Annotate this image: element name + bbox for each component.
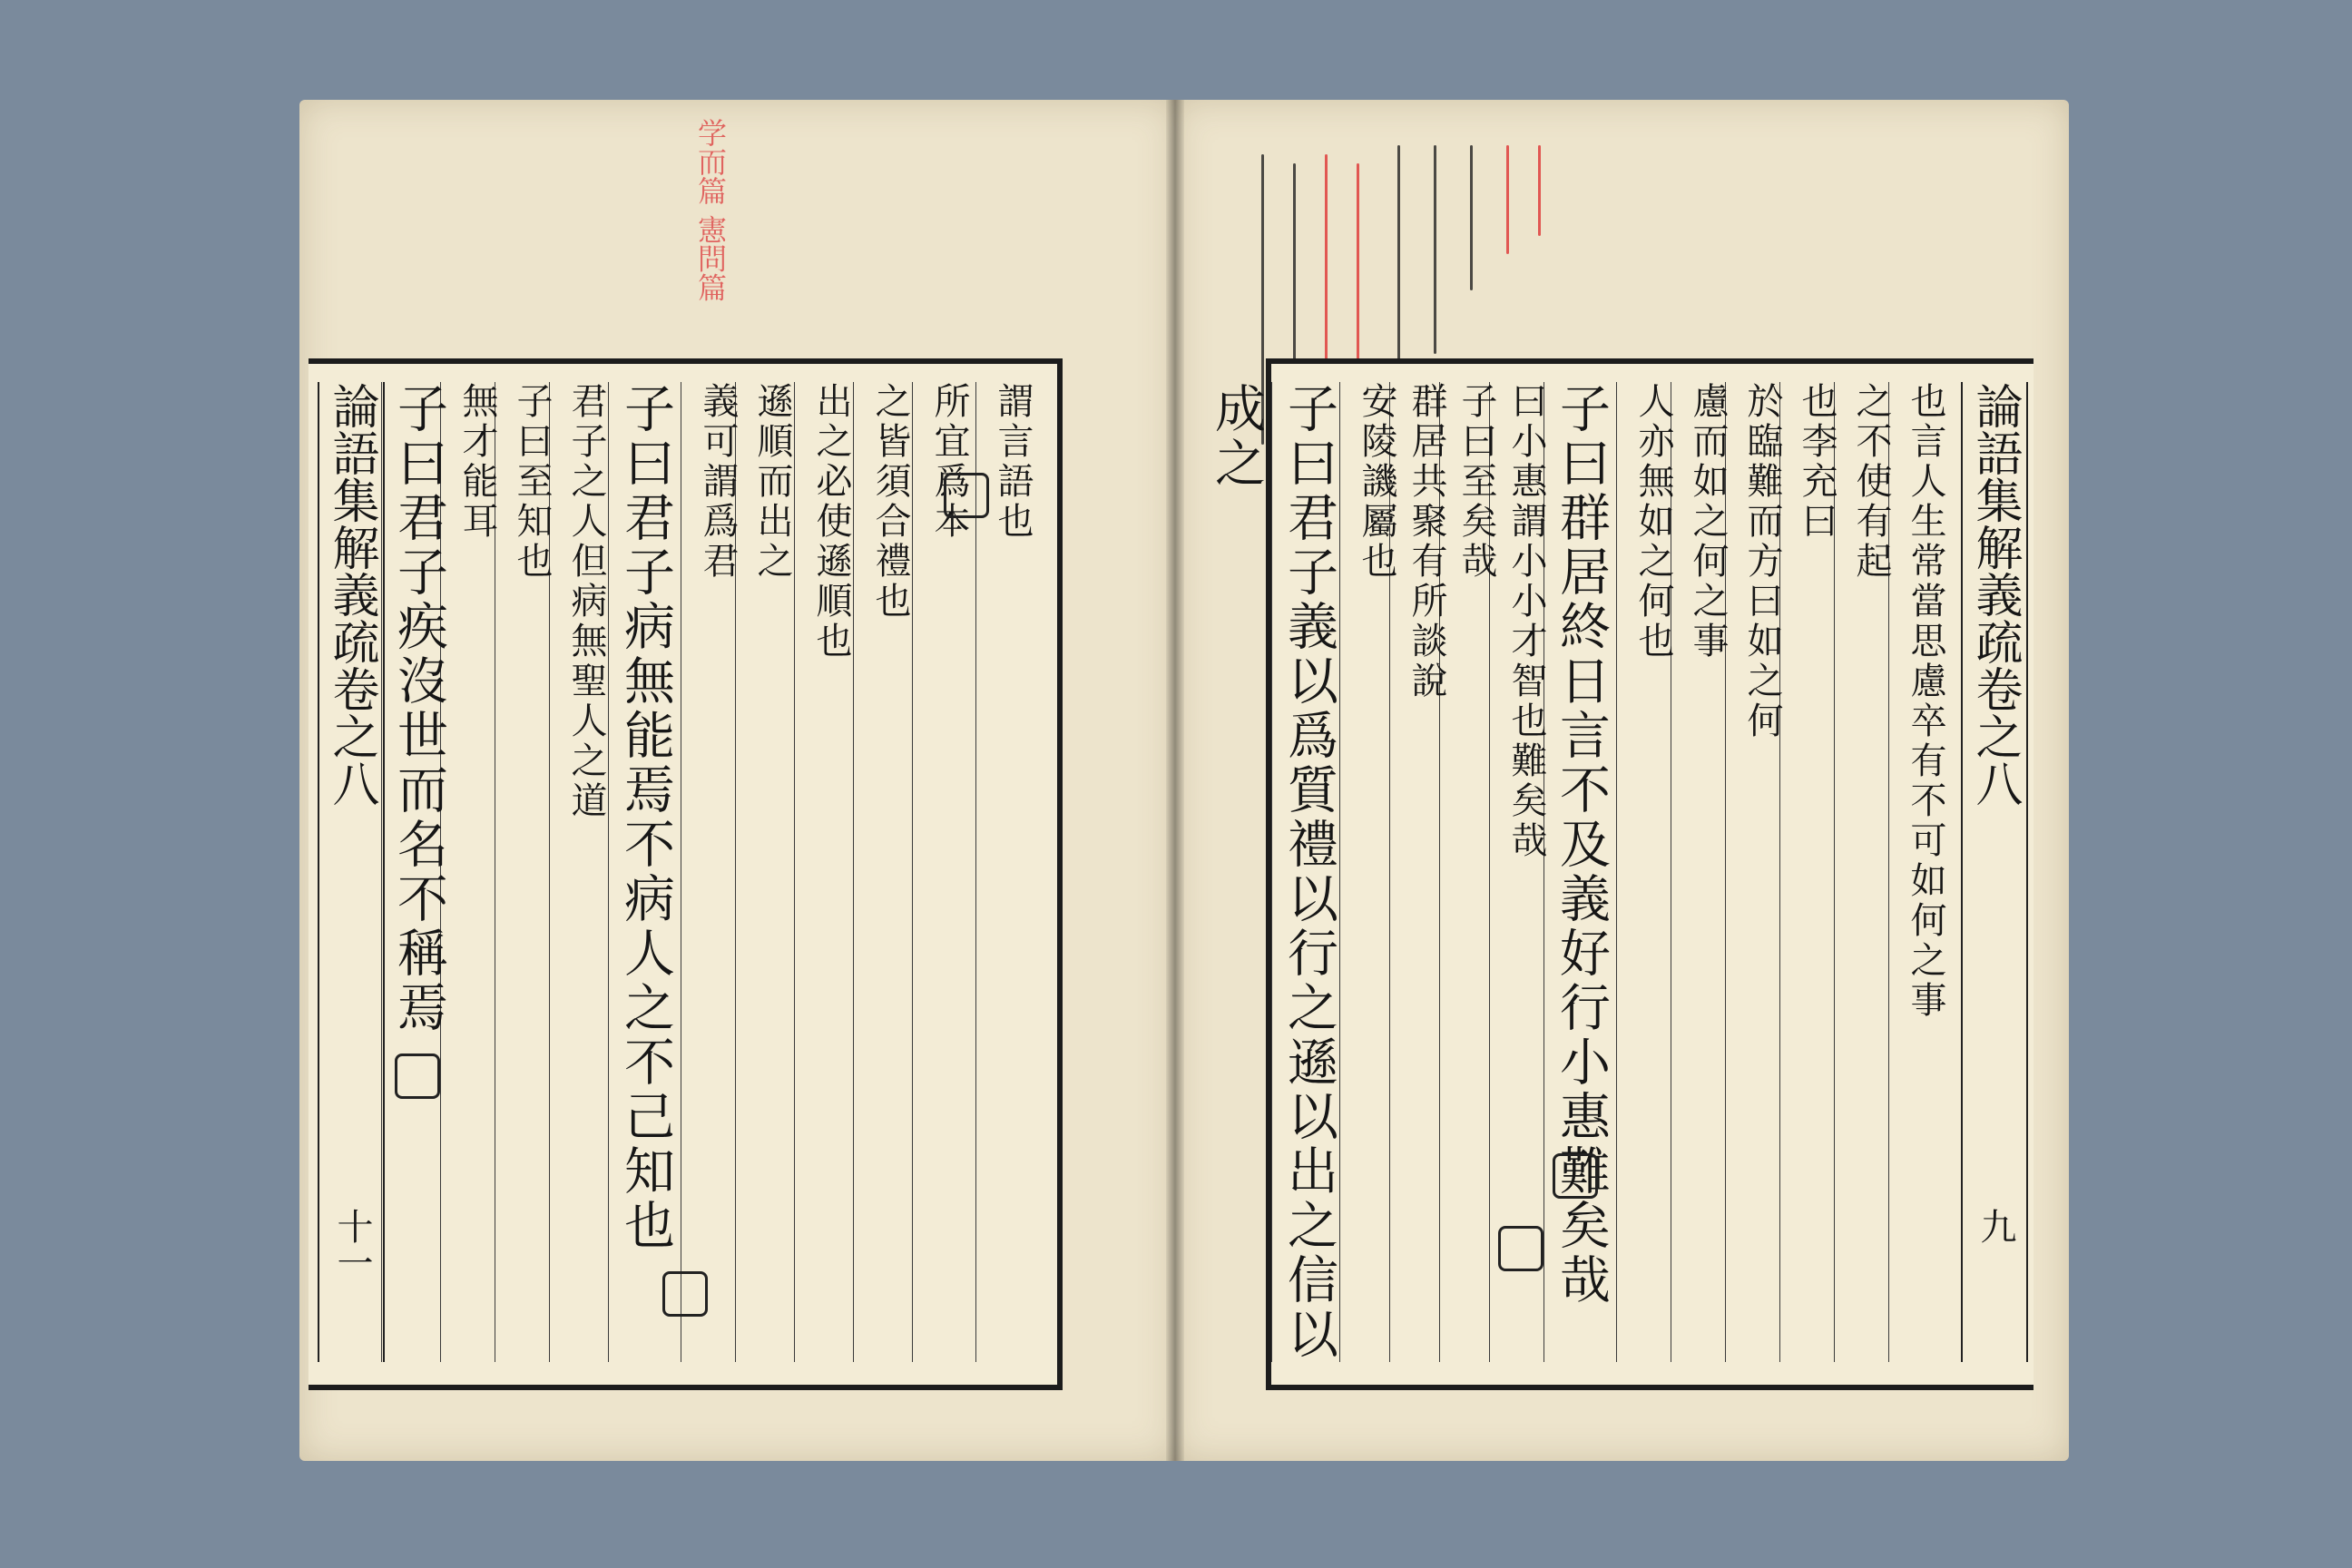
text-column: 子曰至知也 — [495, 382, 568, 1362]
text-column: 曰小惠謂小小才智也難矣哉 — [1489, 382, 1563, 1362]
text-column: 之皆須合禮也 — [853, 382, 926, 1362]
commentary-marker-icon — [944, 473, 989, 518]
text-column: 群居共聚有所談說 — [1389, 382, 1463, 1362]
text-column: 之不使有起 — [1834, 382, 1907, 1362]
text-column: 子曰君子疾沒世而名不稱焉 — [381, 382, 455, 1362]
open-book — [299, 100, 2069, 1461]
text-column: 安陵譏屬也 — [1339, 382, 1413, 1362]
marginal-note: 学而篇 憲問篇 — [693, 118, 728, 302]
text-column: 遜順而出之 — [735, 382, 808, 1362]
book-gutter — [1166, 100, 1184, 1461]
commentary-marker-icon — [395, 1054, 440, 1099]
left-page — [299, 100, 1175, 1461]
text-column: 也言人生常當思慮卒有不可如何之事 — [1888, 382, 1962, 1362]
center-title-right: 論語集解義疏卷之八 — [1961, 382, 2028, 1362]
text-column: 出之必使遜順也 — [794, 382, 867, 1362]
text-column: 於臨難而方曰如之何 — [1725, 382, 1798, 1362]
commentary-marker-icon — [662, 1271, 708, 1317]
text-frame-right — [1207, 358, 2034, 1390]
text-column: 子曰群居終日言不及義好行小惠難矣哉 — [1544, 382, 1617, 1362]
text-column: 子曰至矣哉 — [1439, 382, 1513, 1362]
text-column: 所宜爲本 — [912, 382, 985, 1362]
folio-right: 九 — [1975, 1208, 2016, 1244]
text-column: 人亦無如之何也 — [1616, 382, 1690, 1362]
commentary-marker-icon — [1498, 1226, 1544, 1271]
text-column: 也李充曰 — [1779, 382, 1853, 1362]
text-column: 君子之人但病無聖人之道 — [549, 382, 622, 1362]
text-column: 子曰君子義以爲質禮以行之遜以出之信以成之 — [1271, 382, 1345, 1362]
right-page — [1175, 100, 2069, 1461]
text-column: 義可謂爲君 — [681, 382, 754, 1362]
folio-left: 十一 — [331, 1208, 373, 1280]
text-column: 慮而如之何之事 — [1671, 382, 1744, 1362]
text-frame-left — [309, 358, 1063, 1390]
text-column: 無才能耳 — [440, 382, 514, 1362]
text-column: 謂言語也 — [975, 382, 1049, 1362]
text-column: 子曰君子病無能焉不病人之不己知也 — [608, 382, 681, 1362]
commentary-marker-icon — [1553, 1153, 1598, 1199]
center-title-left: 論語集解義疏卷之八 — [318, 382, 385, 1362]
